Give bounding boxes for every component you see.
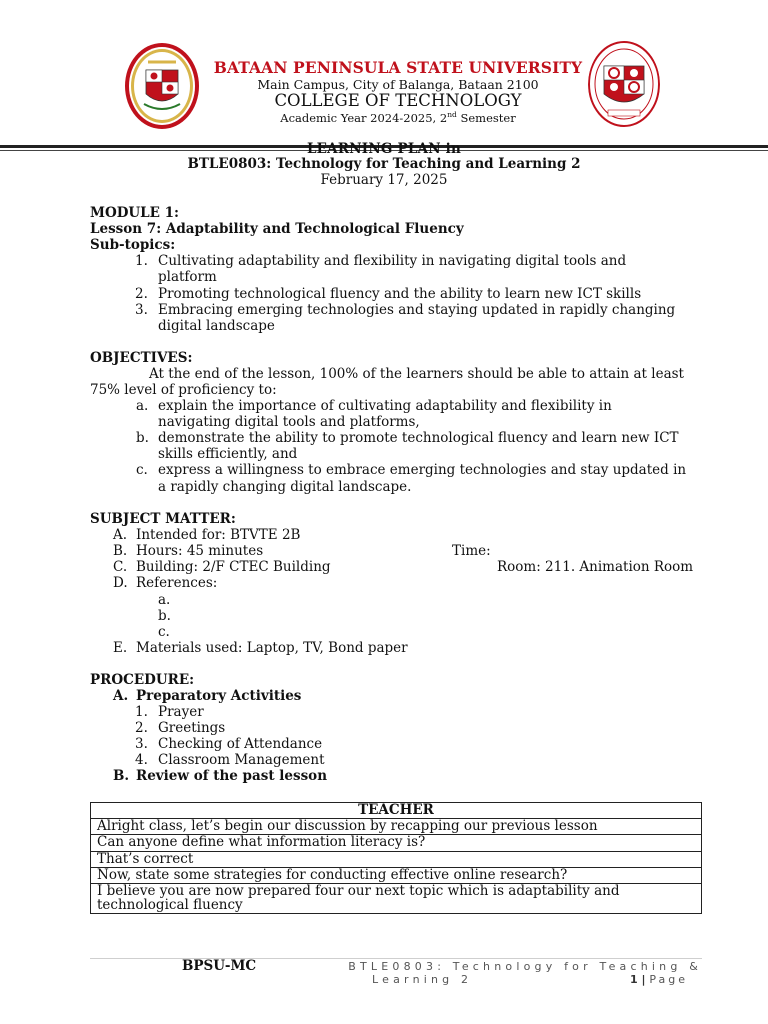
subject-letter: B. (113, 543, 128, 559)
subtopic-text: digital landscape (158, 318, 275, 334)
objectives-label: OBJECTIVES: (90, 350, 193, 366)
subject-letter: A. (113, 527, 128, 543)
table-row: I believe you are now prepared four our next topic which is adaptability and technological fluency (91, 884, 702, 914)
objective-letter: c. (136, 462, 148, 478)
subtopic-number: 1. (135, 253, 148, 269)
objective-text: explain the importance of cultivating adaptability and flexibility in (158, 398, 612, 414)
subtopics-label: Sub-topics: (90, 237, 176, 253)
references-label: References: (136, 575, 218, 591)
objective-text: a rapidly changing digital landscape. (158, 479, 412, 495)
activity-item: Checking of Attendance (158, 736, 323, 752)
page-number: 1 | Page (630, 973, 688, 986)
hours: Hours: 45 minutes (136, 543, 264, 559)
plan-title: LEARNING PLAN in (306, 141, 461, 157)
module-label: MODULE 1: (90, 205, 180, 221)
college-name: COLLEGE OF TECHNOLOGY (274, 91, 522, 110)
subject-letter: E. (113, 640, 128, 656)
subtopic-number: 2. (135, 286, 148, 302)
footer-course: BTLE0803: Technology for Teaching & Learning 2 (348, 960, 702, 986)
table-row: That’s correct (91, 852, 702, 868)
activity-item: Classroom Management (158, 752, 325, 768)
campus-address: Main Campus, City of Balanga, Bataan 2100 (257, 77, 539, 92)
table-row: Can anyone define what information literacy is? (91, 835, 702, 852)
reference-item: c. (158, 624, 170, 640)
footer-campus: BPSU-MC (182, 958, 257, 974)
intended-for: Intended for: BTVTE 2B (136, 527, 301, 543)
building: Building: 2/F CTEC Building (136, 559, 331, 575)
activity-number: 2. (135, 720, 148, 736)
subject-letter: D. (113, 575, 128, 591)
procedure-label: PROCEDURE: (90, 672, 195, 688)
subtopic-text: Promoting technological fluency and the ability to learn new ICT skills (158, 286, 642, 302)
reference-item: b. (158, 608, 171, 624)
objective-text: skills efficiently, and (158, 446, 298, 462)
subtopic-text: Cultivating adaptability and flexibility in navigating digital tools and (158, 253, 627, 269)
plan-date: February 17, 2025 (320, 172, 448, 188)
table-header: TEACHER (91, 803, 702, 819)
materials-used: Materials used: Laptop, TV, Bond paper (136, 640, 408, 656)
subtopic-number: 3. (135, 302, 148, 318)
course-title: BTLE0803: Technology for Teaching and Learning 2 (187, 156, 581, 172)
objective-letter: b. (136, 430, 149, 446)
procedure-letter: B. (113, 768, 130, 784)
academic-year: Academic Year 2024-2025, 2nd Semester (280, 110, 516, 125)
preparatory-activities: Preparatory Activities (136, 688, 302, 704)
review-past-lesson: Review of the past lesson (136, 768, 328, 784)
subject-matter-label: SUBJECT MATTER: (90, 511, 236, 527)
activity-number: 4. (135, 752, 148, 768)
objective-text: navigating digital tools and platforms, (158, 414, 420, 430)
time-label: Time: (452, 543, 491, 559)
objectives-intro: At the end of the lesson, 100% of the learners should be able to attain at least (149, 366, 684, 382)
activity-item: Prayer (158, 704, 204, 720)
objective-letter: a. (136, 398, 149, 414)
objective-text: express a willingness to embrace emerging technologies and stay updated in (158, 462, 687, 478)
activity-number: 3. (135, 736, 148, 752)
objectives-intro: 75% level of proficiency to: (90, 382, 277, 398)
teacher-dialogue-table (90, 802, 702, 914)
lesson-title: Lesson 7: Adaptability and Technological Fluency (90, 221, 464, 237)
subject-letter: C. (113, 559, 128, 575)
activity-number: 1. (135, 704, 148, 720)
table-row: Now, state some strategies for conducting effective online research? (91, 868, 702, 884)
room: Room: 211. Animation Room (497, 559, 694, 575)
reference-item: a. (158, 592, 171, 608)
procedure-letter: A. (113, 688, 129, 704)
subtopic-text: platform (158, 269, 217, 285)
subtopic-text: Embracing emerging technologies and staying updated in rapidly changing (158, 302, 676, 318)
objective-text: demonstrate the ability to promote technological fluency and learn new ICT (158, 430, 679, 446)
university-name: BATAAN PENINSULA STATE UNIVERSITY (213, 58, 583, 77)
activity-item: Greetings (158, 720, 226, 736)
table-row: Alright class, let’s begin our discussion by recapping our previous lesson (91, 819, 702, 835)
